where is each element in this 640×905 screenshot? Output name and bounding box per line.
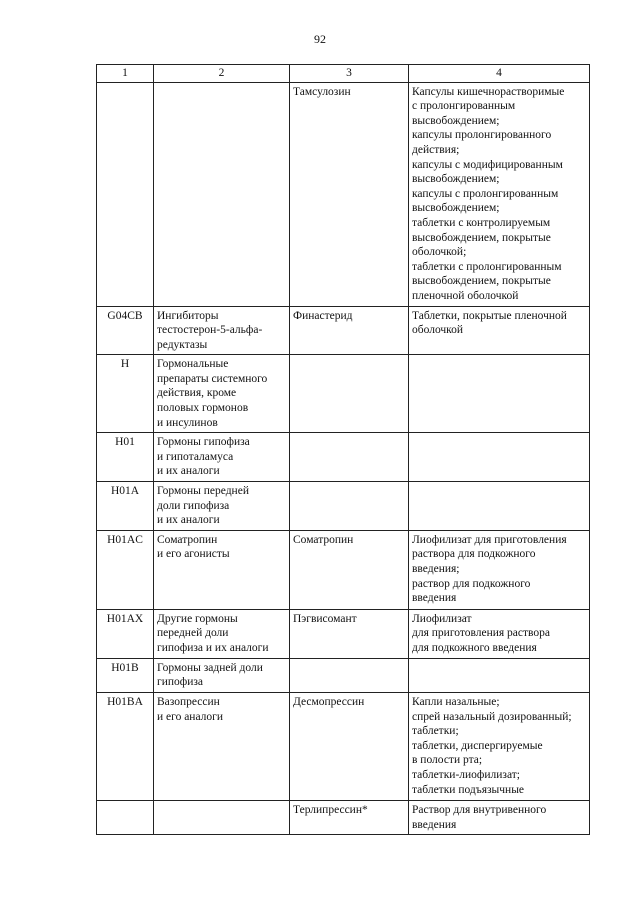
table-row (97, 530, 590, 609)
page-number: 92 (314, 32, 326, 46)
group-name-cell: Соматропин и его агонисты (154, 530, 290, 609)
atc-code-cell: H01AC (97, 530, 154, 609)
drug-name-cell (290, 482, 409, 531)
table-row (97, 82, 590, 306)
drug-name-cell: Соматропин (290, 530, 409, 609)
group-name-cell: Гормоны передней доли гипофиза и их аналоги (154, 482, 290, 531)
drug-name-cell: Терлипрессин* (290, 801, 409, 835)
group-name-cell (154, 801, 290, 835)
drug-name-cell: Пэгвисомант (290, 609, 409, 658)
table-row (97, 433, 590, 482)
table-row (97, 801, 590, 835)
column-header-3: 3 (290, 65, 409, 83)
table-row (97, 609, 590, 658)
atc-code-cell (97, 82, 154, 306)
group-name-cell: Гормоны гипофиза и гипоталамуса и их аналоги (154, 433, 290, 482)
atc-code-cell (97, 801, 154, 835)
dosage-form-cell (409, 433, 590, 482)
dosage-form-cell: Капли назальные; спрей назальный дозированный; таблетки; таблетки, диспергируемые в полости рта; таблетки-лиофилизат; таблетки подъязычные (409, 693, 590, 801)
atc-code-cell: H01BA (97, 693, 154, 801)
table-row (97, 693, 590, 801)
drug-name-cell: Тамсулозин (290, 82, 409, 306)
column-header-4: 4 (409, 65, 590, 83)
dosage-form-cell: Капсулы кишечнорастворимые с пролонгированным высвобождением; капсулы пролонгированного действия; капсулы с модифицированным высвобождением; капсулы с пролонгированным высвобождением; таблетки с контролируемым высвобождением, покрытые оболочкой; таблетки с пролонгированным высвобождением, покрытые пленочной оболочкой (409, 82, 590, 306)
dosage-form-cell: Лиофилизат для приготовления раствора для подкожного введения; раствор для подкожного введения (409, 530, 590, 609)
atc-code-cell: H01A (97, 482, 154, 531)
atc-code-cell: G04CB (97, 306, 154, 355)
drug-name-cell: Финастерид (290, 306, 409, 355)
drug-name-cell (290, 658, 409, 692)
group-name-cell: Гормональные препараты системного действия, кроме половых гормонов и инсулинов (154, 355, 290, 433)
column-header-1: 1 (97, 65, 154, 83)
group-name-cell: Другие гормоны передней доли гипофиза и их аналоги (154, 609, 290, 658)
drug-classification-table (96, 64, 590, 835)
group-name-cell: Вазопрессин и его аналоги (154, 693, 290, 801)
atc-code-cell: H01AX (97, 609, 154, 658)
dosage-form-cell (409, 658, 590, 692)
table-header-row (97, 65, 590, 83)
drug-name-cell (290, 355, 409, 433)
drug-name-cell (290, 433, 409, 482)
column-header-2: 2 (154, 65, 290, 83)
group-name-cell: Ингибиторы тестостерон-5-альфа- редуктазы (154, 306, 290, 355)
table-row (97, 306, 590, 355)
atc-code-cell: H01B (97, 658, 154, 692)
dosage-form-cell (409, 355, 590, 433)
group-name-cell: Гормоны задней доли гипофиза (154, 658, 290, 692)
drug-name-cell: Десмопрессин (290, 693, 409, 801)
group-name-cell (154, 82, 290, 306)
atc-code-cell: H (97, 355, 154, 433)
table-row (97, 658, 590, 692)
atc-code-cell: H01 (97, 433, 154, 482)
dosage-form-cell (409, 482, 590, 531)
dosage-form-cell: Лиофилизат для приготовления раствора для подкожного введения (409, 609, 590, 658)
dosage-form-cell: Таблетки, покрытые пленочной оболочкой (409, 306, 590, 355)
table-row (97, 482, 590, 531)
dosage-form-cell: Раствор для внутривенного введения (409, 801, 590, 835)
table-row (97, 355, 590, 433)
